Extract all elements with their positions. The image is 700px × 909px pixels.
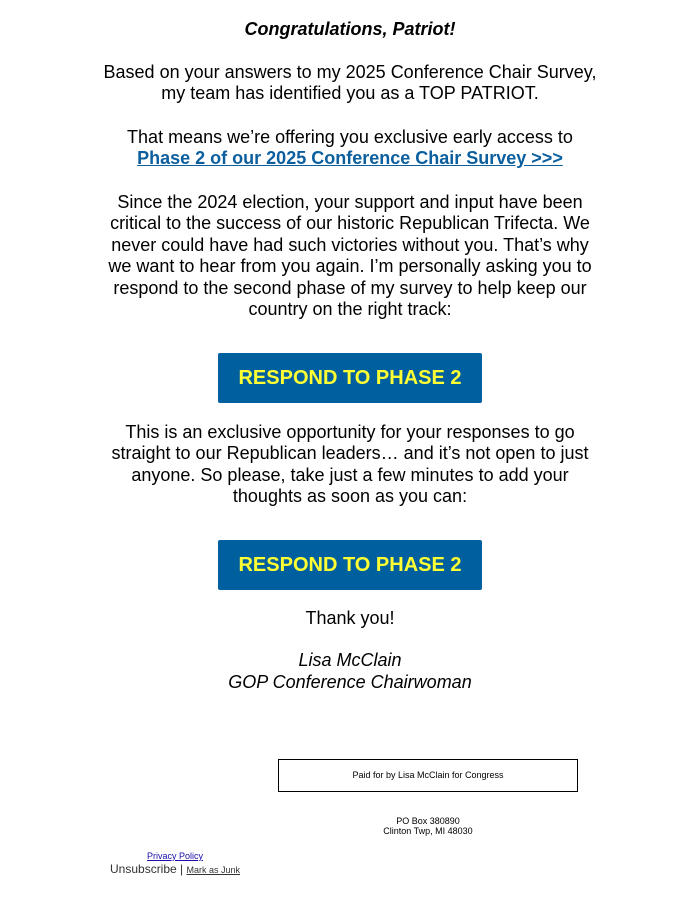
- unsubscribe-link[interactable]: Unsubscribe: [110, 862, 177, 876]
- respond-to-phase-2-button-secondary[interactable]: RESPOND TO PHASE 2: [218, 540, 482, 590]
- paragraph-top-patriot: Based on your answers to my 2025 Conference Chair Survey, my team has identified you as a TOP PATRIOT.: [103, 61, 597, 103]
- unsubscribe-line: [110, 862, 360, 877]
- cta-container-1: [100, 353, 600, 403]
- email-footer: [110, 851, 360, 877]
- signature-title: GOP Conference Chairwoman: [228, 671, 472, 692]
- paragraph-early-access: [100, 127, 600, 170]
- signature: [100, 650, 600, 693]
- phase-2-survey-link[interactable]: Phase 2 of our 2025 Conference Chair Survey >>>: [137, 148, 563, 168]
- footer-separator: |: [180, 862, 184, 876]
- address-line-1: PO Box 380890: [396, 816, 460, 826]
- cta-container-2: [100, 540, 600, 590]
- paragraph-support: Since the 2024 election, your support and input have been critical to the success of our historic Republican Trifecta. We never could have had such victories without you. That’s why we want to hear from you again. I’m personally asking you to respond to the second phase of my survey to help keep our country on the right track:: [108, 191, 592, 319]
- mark-as-junk-link[interactable]: Mark as Junk: [186, 865, 241, 875]
- thank-you: Thank you!: [305, 607, 395, 628]
- paragraph-exclusive: This is an exclusive opportunity for your responses to go straight to our Republican leaders… and it’s not open to just anyone. So please, take just a few minutes to add your thoughts as soon as you can:: [111, 421, 589, 506]
- paid-for-disclaimer: Paid for by Lisa McClain for Congress: [278, 759, 578, 792]
- greeting: Congratulations, Patriot!: [244, 19, 456, 39]
- privacy-policy-link[interactable]: Privacy Policy: [147, 851, 204, 861]
- respond-to-phase-2-button[interactable]: RESPOND TO PHASE 2: [218, 353, 482, 403]
- signature-name: Lisa McClain: [298, 650, 402, 670]
- address-line-2: Clinton Twp, MI 48030: [383, 826, 473, 836]
- email-content: [100, 19, 600, 693]
- early-access-text: That means we’re offering you exclusive early access to: [127, 126, 573, 147]
- mailing-address: [278, 816, 578, 836]
